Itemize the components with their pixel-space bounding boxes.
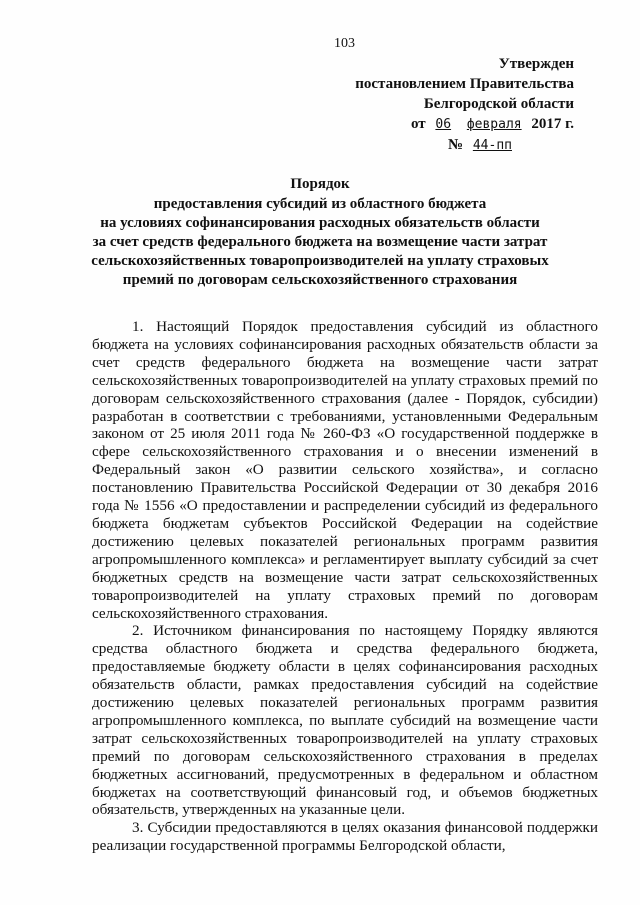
date-prefix: от bbox=[411, 116, 426, 132]
approval-line-region: Белгородской области bbox=[423, 96, 574, 112]
number-prefix: № bbox=[448, 137, 464, 153]
date-day: 06 bbox=[435, 117, 452, 132]
document-title bbox=[70, 175, 570, 290]
approval-number bbox=[314, 135, 574, 156]
paragraph-3: 3. Субсидии предоставляются в целях оказания финансовой поддержки реализации государственной программы Белгородской области, bbox=[92, 819, 598, 855]
paragraph-2: 2. Источником финансирования по настоящему Порядку являются средства областного бюджета и средства федерального бюджета, предоставляемые бюджету области в целях софинансирования расходных обязательств области, рамках предоставления субсидий на содействие достижению целевых показателей региональных программ развития агропромышленного комплекса, по выплате субсидий на возмещение части затрат сельскохозяйственных товаропроизводителей на уплату страховых премий по договорам сельскохозяйственного страхования в пределах бюджетных ассигнований, предусмотренных в федеральном и областном бюджетах на соответствующий финансовый год, и объемов бюджетных обязательств, утвержденных на указанные цели. bbox=[92, 622, 598, 819]
title-line: сельскохозяйственных товаропроизводителей на уплату страховых bbox=[91, 253, 549, 269]
number-value: 44-пп bbox=[472, 138, 512, 153]
title-line: за счет средств федерального бюджета на возмещение части затрат bbox=[92, 234, 548, 250]
title-line: на условиях софинансирования расходных обязательств области bbox=[100, 215, 540, 231]
approval-line-resolution: постановлением Правительства bbox=[355, 76, 574, 92]
title-line: предоставления субсидий из областного бюджета bbox=[153, 196, 487, 212]
paragraph-1: 1. Настоящий Порядок предоставления субсидий из областного бюджета на условиях софинансирования расходных обязательств области за счет средств федерального бюджета на возмещение части затрат сельскохозяйственных товаропроизводителей на уплату страховых премий по договорам сельскохозяйственного страхования (далее - Порядок, субсидии) разработан в соответствии с требованиями, установленными Федеральным законом от 25 июля 2011 года № 260-ФЗ «О государственной поддержке в сфере сельскохозяйственного страхования и о внесении изменений в Федеральный закон «О развитии сельского хозяйства», и согласно постановлению Правительства Российской Федерации от 30 декабря 2016 года № 1556 «О предоставлении и распределении субсидий из федерального бюджета бюджетам субъектов Российской Федерации на содействие достижению целевых показателей региональных программ развития агропромышленного комплекса» и регламентирует выплату субсидий за счет бюджетных средств на возмещение части затрат сельскохозяйственных товаропроизводителей на уплату страховых премий по договорам сельскохозяйственного страхования. bbox=[92, 318, 598, 622]
approval-stamp bbox=[314, 54, 574, 156]
title-line: премий по договорам сельскохозяйственного страхования bbox=[122, 272, 518, 288]
approval-date bbox=[314, 114, 574, 135]
page-number: 103 bbox=[334, 36, 355, 51]
date-year: 2017 г. bbox=[531, 116, 574, 132]
title-heading: Порядок bbox=[290, 176, 350, 192]
document-body bbox=[92, 318, 598, 855]
date-month: февраля bbox=[466, 117, 522, 132]
approval-line-approved: Утвержден bbox=[498, 56, 574, 72]
